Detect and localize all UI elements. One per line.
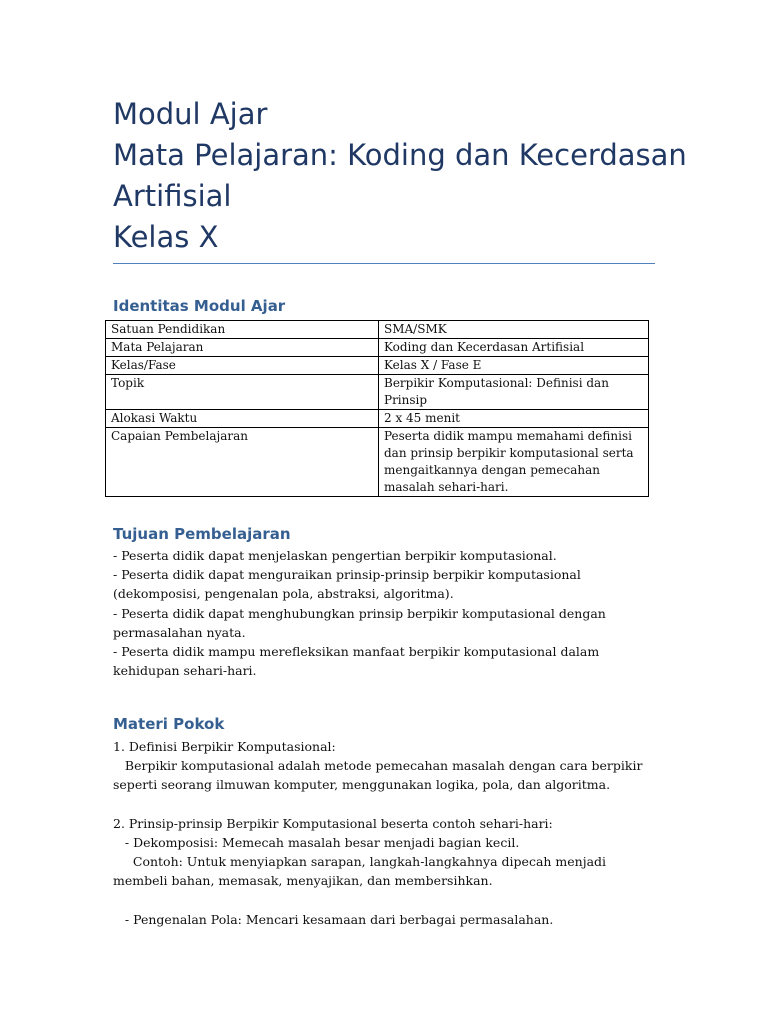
- table-row: [106, 428, 649, 497]
- materi-dekomposisi: - Dekomposisi: Memecah masalah besar menjadi bagian kecil.: [113, 835, 520, 850]
- table-cell-label: Topik: [106, 375, 379, 410]
- tujuan-list: [113, 546, 658, 680]
- table-cell-value: SMA/SMK: [379, 321, 649, 339]
- table-cell-label: Kelas/Fase: [106, 357, 379, 375]
- materi-body: [113, 737, 658, 929]
- table-cell-value: Berpikir Komputasional: Definisi dan Prinsip: [379, 375, 649, 410]
- title-line-kelas: Kelas X: [113, 220, 219, 254]
- materi-prinsip-title: 2. Prinsip-prinsip Berpikir Komputasional beserta contoh sehari-hari:: [113, 815, 553, 831]
- table-cell-label: Alokasi Waktu: [106, 410, 379, 428]
- heading-materi: Materi Pokok: [113, 715, 225, 733]
- table-cell-label: Mata Pelajaran: [106, 339, 379, 357]
- materi-definisi-title: 1. Definisi Berpikir Komputasional:: [113, 739, 336, 754]
- identitas-table: [105, 320, 649, 497]
- table-cell-value: 2 x 45 menit: [379, 410, 649, 428]
- table-row: [106, 375, 649, 410]
- table-row: [106, 321, 649, 339]
- title-line-modul: Modul Ajar: [113, 97, 268, 131]
- materi-pola: - Pengenalan Pola: Mencari kesamaan dari berbagai permasalahan.: [113, 911, 554, 927]
- table-cell-label: Satuan Pendidikan: [106, 321, 379, 339]
- list-item: - Peserta didik dapat menguraikan prinsip-prinsip berpikir komputasional (dekomposisi, pengenalan pola, abstraksi, algoritma).: [113, 567, 585, 602]
- table-cell-value: Koding dan Kecerdasan Artifisial: [379, 339, 649, 357]
- table-row: [106, 410, 649, 428]
- title-divider: [113, 263, 655, 264]
- title-line-mapel: Mata Pelajaran: Koding dan Kecerdasan: [113, 138, 687, 172]
- title-line-mapel-cont: Artifisial: [113, 179, 232, 213]
- list-item: - Peserta didik mampu merefleksikan manfaat berpikir komputasional dalam kehidupan sehari-hari.: [113, 644, 604, 679]
- paragraph-spacer: [113, 891, 658, 910]
- document-title: [113, 94, 687, 258]
- paragraph-spacer: [113, 795, 658, 814]
- heading-tujuan: Tujuan Pembelajaran: [113, 525, 291, 543]
- materi-definisi-body: Berpikir komputasional adalah metode pemecahan masalah dengan cara berpikir seperti seorang ilmuwan komputer, menggunakan logika, pola, dan algoritma.: [113, 758, 647, 793]
- list-item: - Peserta didik dapat menghubungkan prinsip berpikir komputasional dengan permasalahan nyata.: [113, 605, 610, 640]
- table-cell-value: Kelas X / Fase E: [379, 357, 649, 375]
- heading-identitas: Identitas Modul Ajar: [113, 297, 286, 315]
- materi-contoh: Contoh: Untuk menyiapkan sarapan, langkah-langkahnya dipecah menjadi membeli bahan, memasak, menyajikan, dan membersihkan.: [113, 854, 611, 889]
- table-cell-label: Capaian Pembelajaran: [106, 428, 379, 497]
- table-row: [106, 357, 649, 375]
- table-cell-value: Peserta didik mampu memahami definisi dan prinsip berpikir komputasional serta mengaitkannya dengan pemecahan masalah sehari-hari.: [379, 428, 649, 497]
- table-row: [106, 339, 649, 357]
- list-item: - Peserta didik dapat menjelaskan pengertian berpikir komputasional.: [113, 548, 557, 563]
